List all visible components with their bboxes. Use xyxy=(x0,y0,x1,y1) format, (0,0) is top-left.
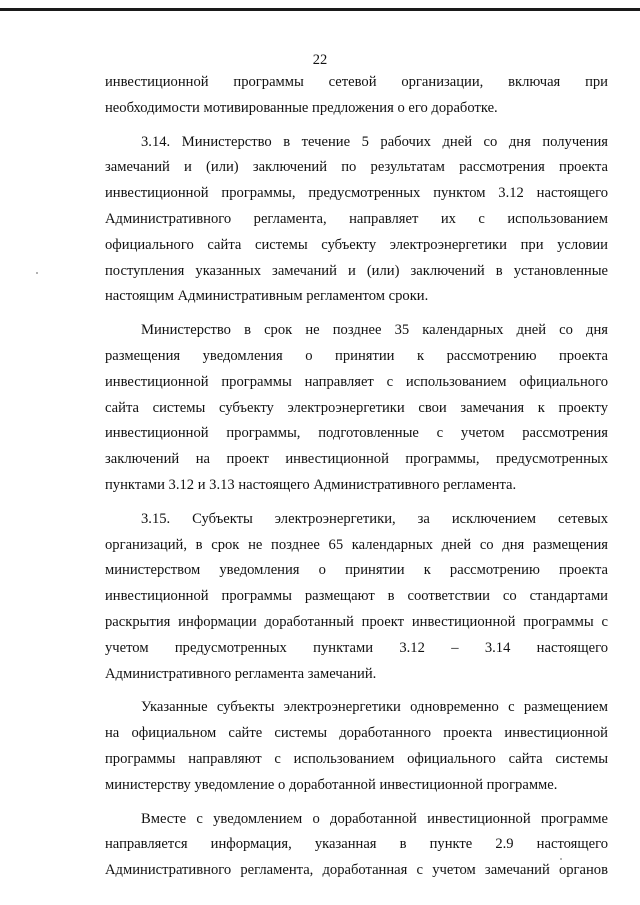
text-line: Указанные субъекты электроэнергетики одновременно с размещением xyxy=(141,699,608,716)
text-line: 3.14. Министерство в течение 5 рабочих дней со дня получения xyxy=(141,133,608,150)
text-line: Министерство в срок не позднее 35 календарных дней со дня xyxy=(141,322,608,339)
text-line: учетом предусмотренных пунктами 3.12 – 3.14 настоящего xyxy=(105,639,608,656)
scan-artifact xyxy=(36,272,38,274)
paragraph-3-14 xyxy=(105,130,608,311)
text-line: заключений на проект инвестиционной программы, предусмотренных xyxy=(105,451,608,468)
text-line: Административного регламента замечаний. xyxy=(105,665,377,682)
text-line: сайта системы субъекту электроэнергетики свои замечания к проекту xyxy=(105,399,608,416)
text-line: официального сайта системы субъекту электроэнергетики при условии xyxy=(105,236,608,253)
text-line: инвестиционной программы размещают в соответствии со стандартами xyxy=(105,588,608,605)
text-line: настоящим Административным регламентом сроки. xyxy=(105,288,429,305)
text-line: размещения уведомления о принятии к рассмотрению проекта xyxy=(105,347,608,364)
paragraph-entities-notice xyxy=(105,695,608,798)
paragraph-continuation xyxy=(105,70,608,122)
scan-top-border xyxy=(0,8,640,11)
document-body xyxy=(105,70,608,884)
text-line: 3.15. Субъекты электроэнергетики, за исключением сетевых xyxy=(141,510,608,527)
text-line: инвестиционной программы, предусмотренных пунктом 3.12 настоящего xyxy=(105,185,608,202)
text-line: министерством уведомления о принятии к рассмотрению проекта xyxy=(105,562,608,579)
text-line: раскрытия информации доработанный проект инвестиционной программы с xyxy=(105,613,608,630)
text-line: министерству уведомление о доработанной инвестиционной программе. xyxy=(105,776,558,793)
paragraph-ministry-remarks xyxy=(105,318,608,499)
page-number: 22 xyxy=(312,52,328,68)
text-line: Административного регламента, доработанная с учетом замечаний органов xyxy=(105,862,608,879)
text-line: Административного регламента, направляет их с использованием xyxy=(105,210,608,227)
text-line: Вместе с уведомлением о доработанной инвестиционной программе xyxy=(141,810,608,827)
text-line: инвестиционной программы направляет с использованием официального xyxy=(105,373,608,390)
text-line: инвестиционной программы сетевой организации, включая при xyxy=(105,74,608,90)
text-line: организаций, в срок не позднее 65 календарных дней со дня размещения xyxy=(105,536,608,553)
scan-artifact xyxy=(560,858,562,860)
text-line: пунктами 3.12 и 3.13 настоящего Административного регламента. xyxy=(105,476,517,493)
text-line: направляется информация, указанная в пункте 2.9 настоящего xyxy=(105,836,608,853)
text-line: поступления указанных замечаний и (или) заключений в установленные xyxy=(105,262,608,279)
text-line: программы направляют с использованием официального сайта системы xyxy=(105,750,608,767)
text-line: необходимости мотивированные предложения о его доработке. xyxy=(105,99,498,116)
paragraph-3-15 xyxy=(105,507,608,688)
paragraph-information-sent xyxy=(105,807,608,884)
text-line: на официальном сайте системы доработанного проекта инвестиционной xyxy=(105,725,608,742)
text-line: замечаний и (или) заключений по результатам рассмотрения проекта xyxy=(105,159,608,176)
text-line: инвестиционной программы, подготовленные с учетом рассмотрения xyxy=(105,425,608,442)
